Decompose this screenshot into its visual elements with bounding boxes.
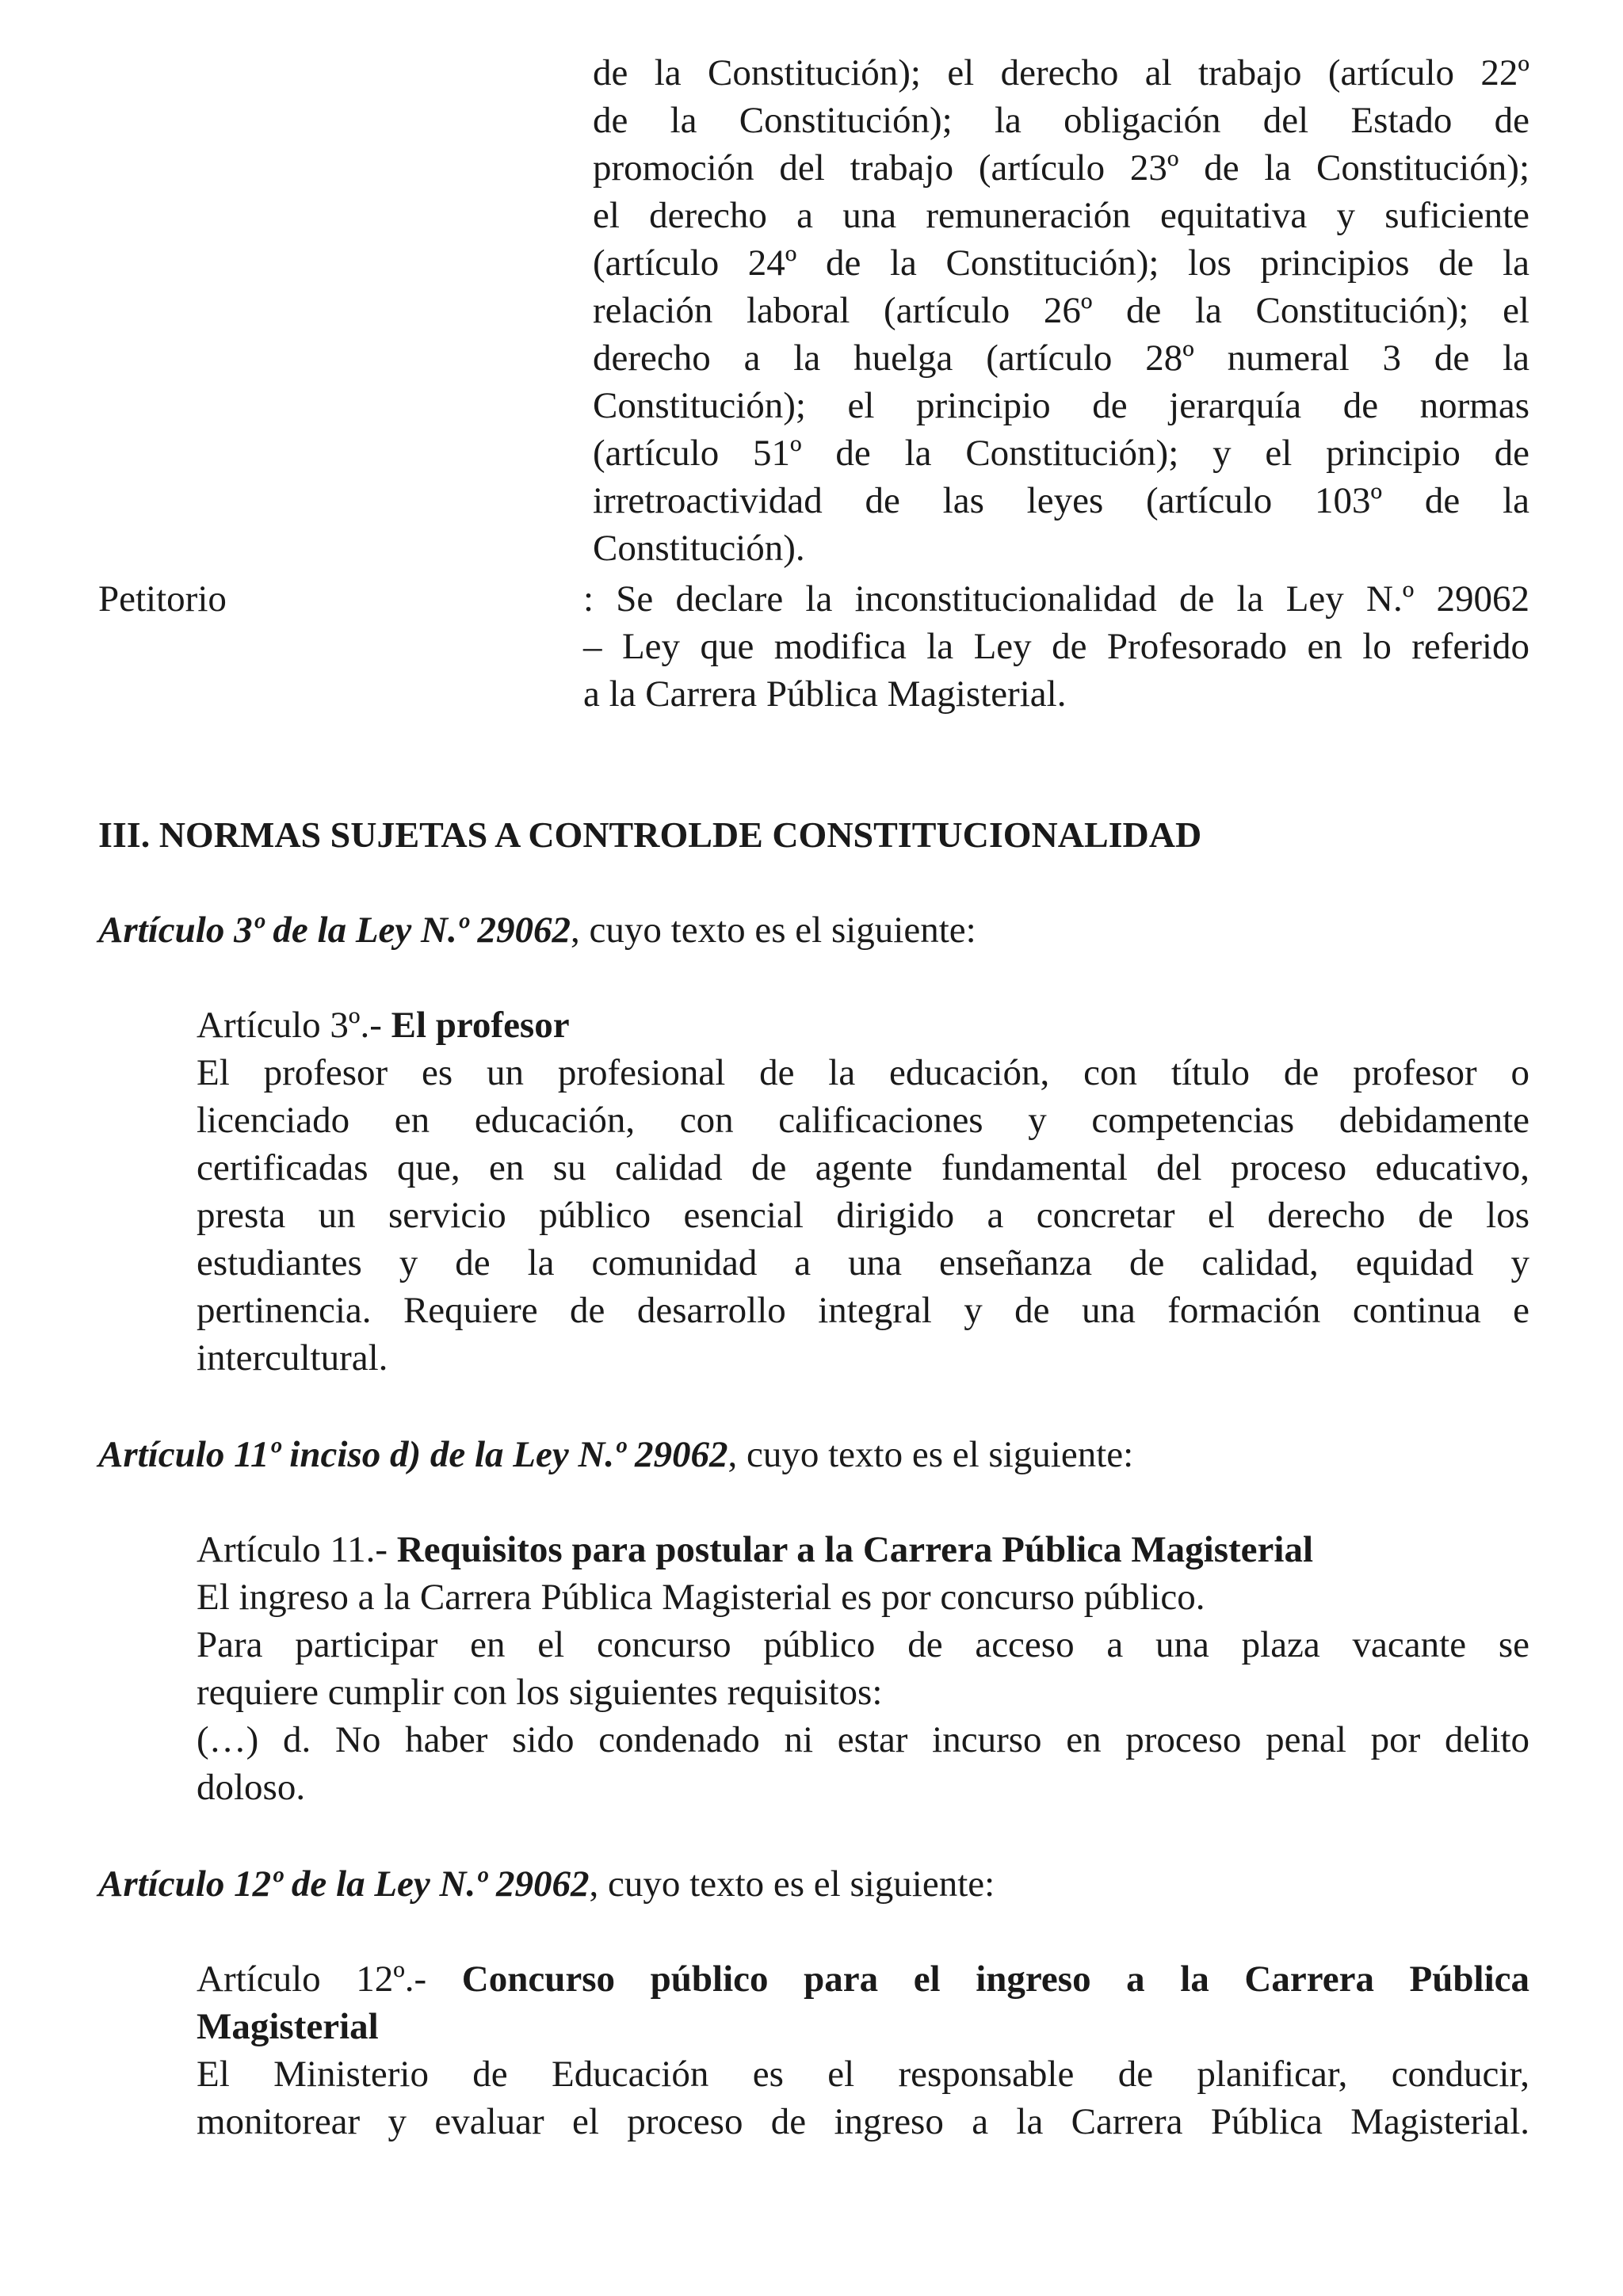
text-line: irretroactividad de las leyes (artículo 103º de la [593, 480, 1529, 521]
art11-quote-title: Requisitos para postular a la Carrera Pública Magisterial [396, 1529, 1314, 1570]
art12-quote-prefix: Artículo 12º.- [197, 1958, 462, 2000]
section-heading-text: III. NORMAS SUJETAS A CONTROLDE CONSTITUCIONALIDAD [98, 814, 1202, 855]
text-line: presta un servicio público esencial dirigido a concretar el derecho de los [197, 1195, 1529, 1236]
text-line: requiere cumplir con los siguientes requisitos: [197, 1672, 883, 1713]
text-line: El ingreso a la Carrera Pública Magisterial es por concurso público. [197, 1577, 1205, 1618]
text-line: licenciado en educación, con calificaciones y competencias debidamente [197, 1100, 1529, 1141]
text-line: doloso. [197, 1767, 306, 1808]
text-line: (…) d. No haber sido condenado ni estar incurso en proceso penal por delito [197, 1719, 1529, 1760]
text-line: promoción del trabajo (artículo 23º de la Constitución); [593, 147, 1529, 189]
text-line: estudiantes y de la comunidad a una enseñanza de calidad, equidad y [197, 1242, 1529, 1283]
art11-quote-prefix: Artículo 11.- [197, 1529, 397, 1570]
text-line: El profesor es un profesional de la educación, con título de profesor o [197, 1052, 1529, 1093]
art11-intro-reference: Artículo 11º inciso d) de la Ley N.º 29062 [98, 1434, 728, 1475]
petitorio-label-text: Petitorio [98, 578, 227, 620]
art3-quote [197, 1001, 1529, 1382]
rights-paragraph [593, 49, 1529, 572]
art12-quote [197, 1955, 1529, 2145]
text-line: – Ley que modifica la Ley de Profesorado en lo referido [583, 626, 1529, 667]
text-line: derecho a la huelga (artículo 28º numeral 3 de la [593, 338, 1529, 379]
text-line: relación laboral (artículo 26º de la Constitución); el [593, 290, 1529, 331]
art3-quote-title: El profesor [391, 1005, 570, 1046]
art3-intro-reference: Artículo 3º de la Ley N.º 29062 [98, 910, 571, 951]
text-line: monitorear y evaluar el proceso de ingreso a la Carrera Pública Magisterial. [197, 2101, 1529, 2142]
text-line: intercultural. [197, 1337, 388, 1379]
text-line: pertinencia. Requiere de desarrollo integral y de una formación continua e [197, 1290, 1529, 1331]
art12-quote-heading-line [197, 1955, 1529, 2003]
art11-intro [98, 1431, 1133, 1478]
art12-quote-title-cont: Magisterial [197, 2006, 379, 2047]
art12-intro-reference: Artículo 12º de la Ley N.º 29062 [98, 1863, 590, 1905]
text-line: Constitución); el principio de jerarquía de normas [593, 385, 1529, 426]
section-heading [98, 811, 1201, 859]
text-line: Constitución). [593, 528, 805, 569]
text-line: a la Carrera Pública Magisterial. [583, 673, 1067, 715]
art11-intro-rest: , cuyo texto es el siguiente: [727, 1434, 1134, 1475]
petitorio-label [98, 575, 227, 623]
petitorio-text [583, 575, 1529, 718]
text-line: certificadas que, en su calidad de agente fundamental del proceso educativo, [197, 1147, 1529, 1188]
art3-intro-rest: , cuyo texto es el siguiente: [571, 910, 976, 951]
text-line: el derecho a una remuneración equitativa y suficiente [593, 195, 1529, 236]
art3-quote-prefix: Artículo 3º.- [197, 1005, 391, 1046]
text-line: : Se declare la inconstitucionalidad de la Ley N.º 29062 [583, 578, 1529, 620]
art12-quote-title: Concurso público para el ingreso a la Carrera Pública [461, 1958, 1529, 2000]
art12-intro [98, 1860, 995, 1908]
text-line: (artículo 51º de la Constitución); y el principio de [593, 433, 1529, 474]
text-line: (artículo 24º de la Constitución); los principios de la [593, 242, 1529, 284]
text-line: Para participar en el concurso público de acceso a una plaza vacante se [197, 1624, 1529, 1665]
art3-intro [98, 906, 976, 954]
art11-quote [197, 1526, 1529, 1811]
text-line: El Ministerio de Educación es el responsable de planificar, conducir, [197, 2054, 1529, 2095]
text-line: de la Constitución); la obligación del Estado de [593, 100, 1529, 141]
text-line: de la Constitución); el derecho al trabajo (artículo 22º [593, 52, 1529, 93]
art12-intro-rest: , cuyo texto es el siguiente: [589, 1863, 995, 1905]
